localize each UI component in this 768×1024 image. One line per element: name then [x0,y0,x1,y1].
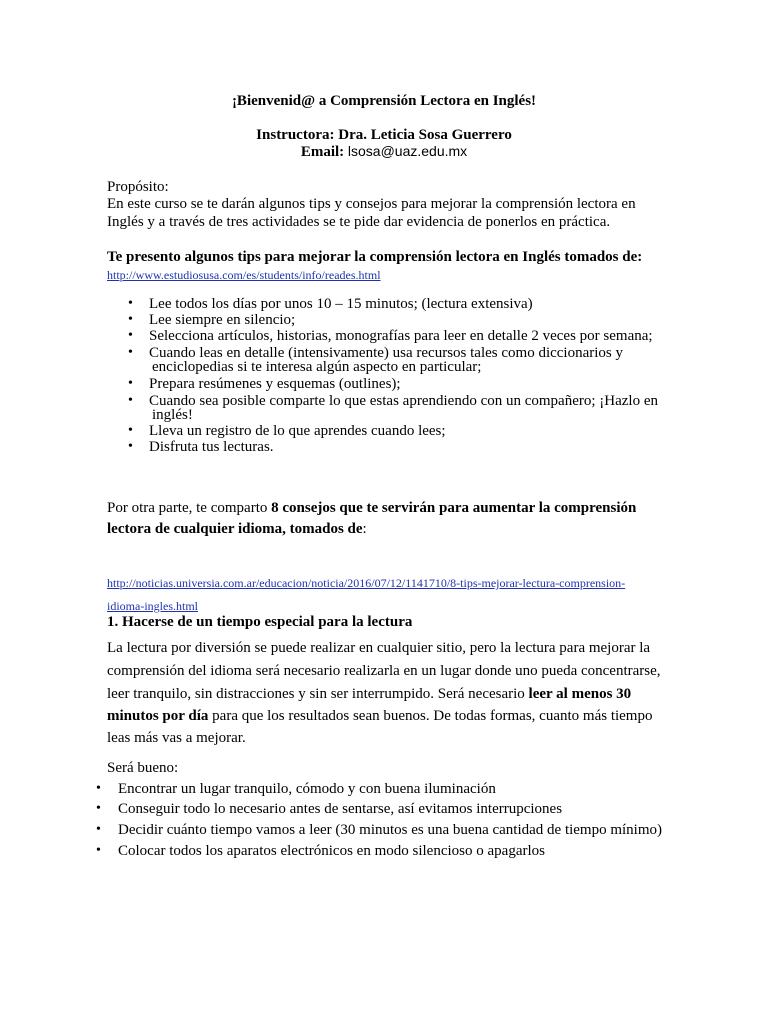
tip1-paragraph-line-1: La lectura por diversión se puede realizar en cualquier sitio, pero la lectura para mejorar la [107,640,651,656]
consejos-intro-colon: : [362,521,367,537]
tip1-p4-normal: para que los resultados sean buenos. De todas formas, cuanto más tiempo [208,708,653,724]
bullet-mark: • [96,822,101,837]
tip1-p3-bold: leer al menos 30 [528,686,632,702]
list-item: Decidir cuánto tiempo vamos a leer (30 minutos es una buena cantidad de tiempo mínimo) [118,822,663,838]
bullet-mark: • [128,439,133,454]
list-item: Selecciona artículos, historias, monografías para leer en detalle 2 veces por semana; [149,328,653,344]
purpose-label: Propósito: [107,179,169,195]
tip1-p3-normal: leer tranquilo, sin distracciones y sin ser interrumpido. Será necesario [107,686,529,702]
list-item: Colocar todos los aparatos electrónicos en modo silencioso o apagarlos [118,843,545,859]
bullet-mark: • [96,801,101,816]
instructor-line [0,127,768,144]
consejos-intro-line-1 [107,500,636,517]
purpose-text-line-2: Inglés y a través de tres actividades se te pide dar evidencia de ponerlos en práctica. [107,214,611,230]
list-item-continuation: inglés! [152,407,193,423]
list-item: Disfruta tus lecturas. [149,439,274,455]
list-item: Lee todos los días por unos 10 – 15 minutos; (lectura extensiva) [149,296,533,312]
tip1-p4-bold: minutos por día [107,708,209,724]
tips-source-link[interactable]: http://www.estudiosusa.com/es/students/info/reades.html [107,268,381,282]
instructor-name: Dra. Leticia Sosa Guerrero [338,127,512,143]
bullet-mark: • [128,296,133,311]
bullet-mark: • [128,423,133,438]
list-item: Cuando sea posible comparte lo que estas aprendiendo con un compañero; ¡Hazlo en [149,393,658,409]
tips-heading: Te presento algunos tips para mejorar la comprensión lectora en Inglés tomados de: [107,249,643,265]
bullet-mark: • [128,328,133,343]
list-item: Prepara resúmenes y esquemas (outlines); [149,376,401,392]
tip1-paragraph-line-2: comprensión del idioma será necesario realizarla en un lugar donde uno pueda concentrarse, [107,663,661,679]
email-value[interactable]: lsosa@uaz.edu.mx [347,143,468,159]
consejos-link-line-1[interactable]: http://noticias.universia.com.ar/educacion/noticia/2016/07/12/1141710/8-tips-mejorar-lectura-comprension- [107,576,626,590]
consejos-source-link[interactable] [107,576,625,591]
welcome-title: ¡Bienvenid@ a Comprensión Lectora en Inglés! [231,93,537,109]
consejos-intro-normal: Por otra parte, te comparto [107,500,272,516]
consejos-link-line-2[interactable]: idioma-ingles.html [107,599,198,613]
tip1-paragraph-line-5: leas más vas a mejorar. [107,730,246,746]
bullet-mark: • [128,393,133,408]
sera-bueno-label: Será bueno: [107,760,179,776]
consejos-intro-bold: 8 consejos que te servirán para aumentar la comprensión [271,500,637,516]
list-item: Conseguir todo lo necesario antes de sentarse, así evitamos interrupciones [118,801,563,817]
tip1-paragraph-line-3 [107,686,631,703]
email-line [0,143,768,161]
tip1-paragraph-line-4 [107,708,652,725]
bullet-mark: • [96,781,101,796]
bullet-mark: • [128,312,133,327]
bullet-mark: • [96,843,101,858]
consejos-intro-line-2 [107,521,367,538]
list-item: Lee siempre en silencio; [149,312,296,328]
list-item-continuation: enciclopedias si te interesa algún aspecto en particular; [152,359,482,375]
bullet-mark: • [128,376,133,391]
email-label: Email: [300,144,345,160]
list-item: Cuando leas en detalle (intensivamente) usa recursos tales como diccionarios y [149,345,624,361]
instructor-label: Instructora: [256,127,335,143]
list-item: Lleva un registro de lo que aprendes cuando lees; [149,423,446,439]
list-item: Encontrar un lugar tranquilo, cómodo y con buena iluminación [118,781,496,797]
consejos-source-link-cont[interactable] [107,599,198,614]
consejos-intro-bold-2: lectora de cualquier idioma, tomados de [107,521,363,537]
purpose-text-line-1: En este curso se te darán algunos tips y consejos para mejorar la comprensión lectora en [107,196,636,212]
tip1-heading: 1. Hacerse de un tiempo especial para la lectura [107,614,413,630]
bullet-mark: • [128,345,133,360]
